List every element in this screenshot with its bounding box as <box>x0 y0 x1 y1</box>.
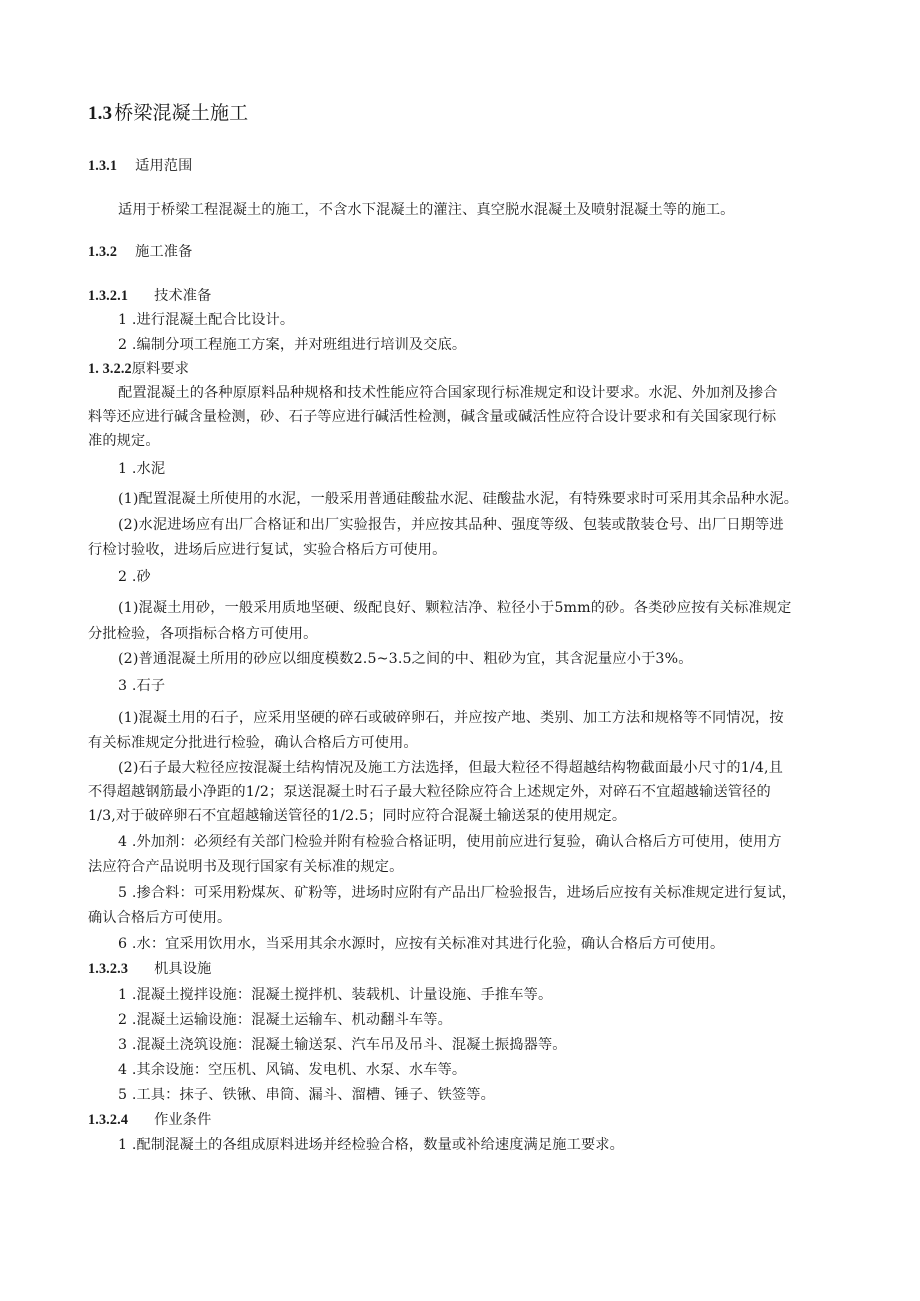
section-number: 1.3 <box>88 103 113 124</box>
heading-1-3-2: 1.3.2 施工准备 <box>88 244 193 260</box>
subheading-cement: 1 .水泥 <box>118 461 166 477</box>
paragraph-line: (2)水泥进场应有出厂合格证和出厂实验报告，并应按其品种、强度等级、包装或散装仓号、出厂日期等进 <box>118 517 784 533</box>
section-title-text: 桥梁混凝土施工 <box>114 102 249 124</box>
heading-1-3-2-1: 1.3.2.1 技术准备 <box>88 288 212 304</box>
paragraph-line: (1)配置混凝土所使用的水泥，一般采用普通硅酸盐水泥、硅酸盐水泥，有特殊要求时可采用其余品种水泥。 <box>118 491 799 507</box>
list-item: 2 .编制分项工程施工方案，并对班组进行培训及交底。 <box>118 337 467 353</box>
paragraph-line: 准的规定。 <box>88 433 160 449</box>
paragraph-line: 料等还应进行碱含量检测，砂、石子等应进行碱活性检测，碱含量或碱活性应符合设计要求和有关国家现行标 <box>88 409 777 425</box>
paragraph-line: 行检讨验收，进场后应进行复试，实验合格后方可使用。 <box>88 542 447 558</box>
paragraph-line: 不得超越钢筋最小净距的1/2；泵送混凝土时石子最大粒径除应符合上述规定外，对碎石不宜超越输送管径的 <box>88 784 771 800</box>
subheading-sand: 2 .砂 <box>118 569 151 585</box>
list-item: 1 .进行混凝土配合比设计。 <box>118 312 295 328</box>
paragraph-line: 分批检验，各项指标合格方可使用。 <box>88 626 318 642</box>
list-item: 1 .混凝土搅拌设施：混凝土搅拌机、装载机、计量设施、手推车等。 <box>118 987 553 1003</box>
heading-1-3-2-3: 1.3.2.3 机具设施 <box>88 961 212 977</box>
paragraph-line: 有关标准规定分批进行检验，确认合格后方可使用。 <box>88 735 418 751</box>
heading-1-3-1: 1.3.1 适用范围 <box>88 158 193 174</box>
paragraph-line: (1)混凝土用的石子，应采用坚硬的碎石或破碎卵石，并应按产地、类别、加工方法和规格等不同情况，按 <box>118 710 784 726</box>
paragraph-line: 配置混凝土的各种原原料品种规格和技术性能应符合国家现行标准规定和设计要求。水泥、外加剂及掺合 <box>118 385 778 401</box>
paragraph-line: 法应符合产品说明书及现行国家有关标准的规定。 <box>88 859 404 875</box>
paragraph-line: (2)石子最大粒径应按混凝土结构情况及施工方法选择，但最大粒径不得超越结构物截面最小尺寸的1/4,且 <box>118 760 784 776</box>
heading-1-3-2-4: 1.3.2.4 作业条件 <box>88 1112 212 1128</box>
paragraph-line: 4 .外加剂：必须经有关部门检验并附有检验合格证明，使用前应进行复验，确认合格后方可使用，使用方 <box>118 834 782 850</box>
list-item: 1 .配制混凝土的各组成原料进场并经检验合格，数量或补给速度满足施工要求。 <box>118 1137 624 1153</box>
list-item: 3 .混凝土浇筑设施：混凝土输送泵、汽车吊及吊斗、混凝土振捣器等。 <box>118 1037 567 1053</box>
paragraph-line: (2)普通混凝土所用的砂应以细度模数2.5~3.5之间的中、粗砂为宜，其含泥量应小于3%。 <box>118 651 693 667</box>
heading-1-3-2-2: 1. 3.2.2原料要求 <box>88 361 190 377</box>
list-item: 2 .混凝土运输设施：混凝土运输车、机动翻斗车等。 <box>118 1012 452 1028</box>
paragraph-line: 6 .水：宜采用饮用水，当采用其余水源时，应按有关标准对其进行化验，确认合格后方可使用。 <box>118 936 725 952</box>
paragraph-scope: 适用于桥梁工程混凝土的施工，不含水下混凝土的灌注、真空脱水混凝土及喷射混凝土等的施工。 <box>118 202 735 218</box>
paragraph-line: (1)混凝土用砂，一般采用质地坚硬、级配良好、颗粒洁净、粒径小于5mm的砂。各类砂应按有关标准规定 <box>118 600 792 616</box>
list-item: 4 .其余设施：空压机、风镐、发电机、水泵、水车等。 <box>118 1062 467 1078</box>
paragraph-line: 5 .掺合料：可采用粉煤灰、矿粉等，进场时应附有产品出厂检验报告，进场后应按有关标准规定进行复试， <box>118 885 797 901</box>
paragraph-line: 1/3,对于破碎卵石不宜超越输送管径的1/2.5；同时应符合混凝土输送泵的使用规定。 <box>88 808 627 824</box>
list-item: 5 .工具：抹子、铁锹、串筒、漏斗、溜槽、锤子、铁签等。 <box>118 1087 495 1103</box>
section-title <box>88 101 850 126</box>
paragraph-line: 确认合格后方可使用。 <box>88 910 232 926</box>
subheading-stone: 3 .石子 <box>118 678 166 694</box>
